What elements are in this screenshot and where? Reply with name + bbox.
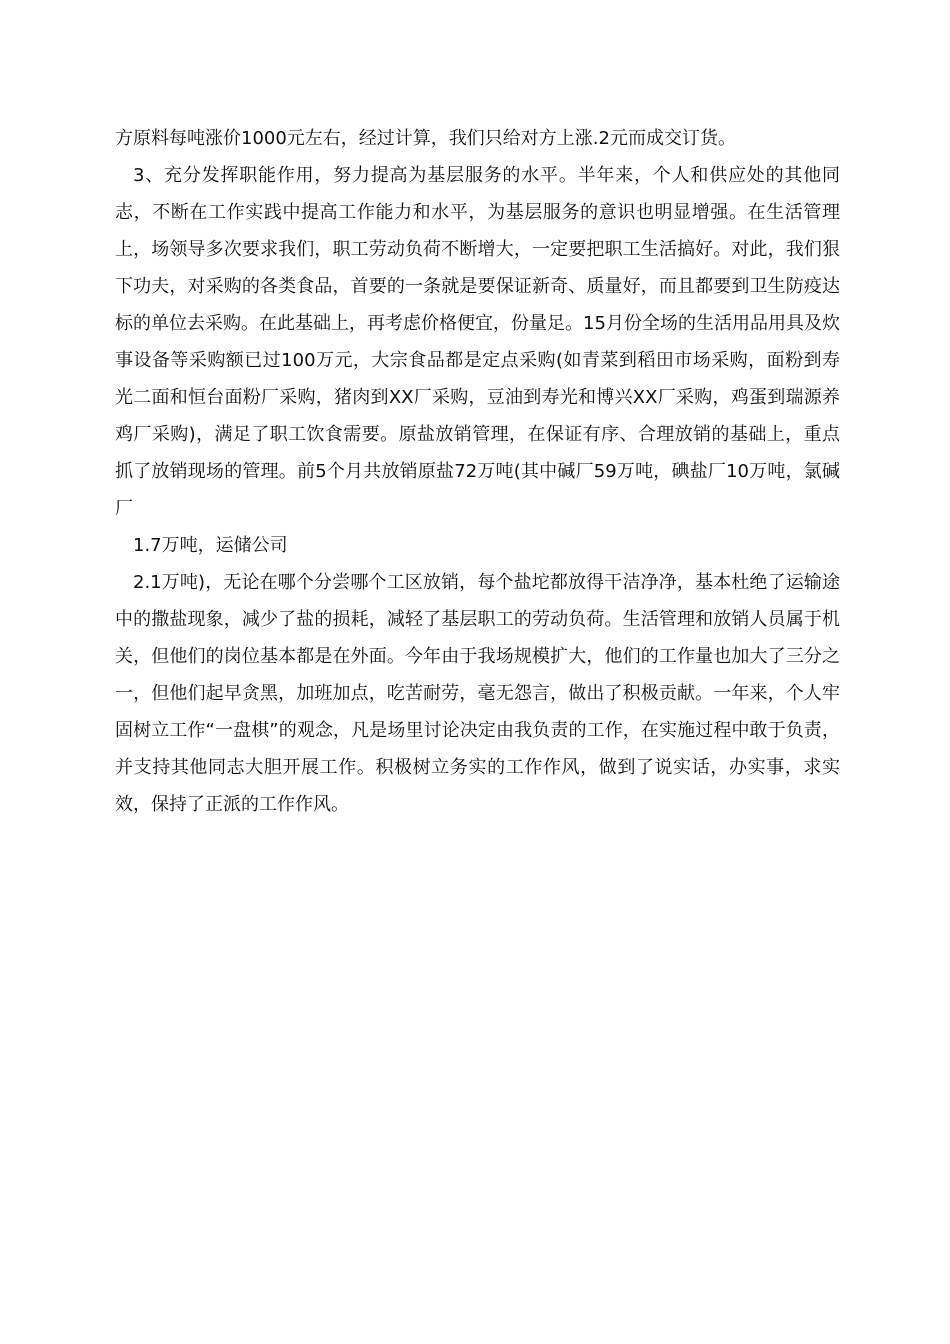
paragraph-fragment: 1.7万吨，运储公司 [133, 535, 288, 556]
paragraph-continuation: 方原料每吨涨价1000元左右，经过计算，我们只给对方上涨.2元而成交订货。 [115, 128, 736, 149]
paragraph-section-3: 3、充分发挥职能作用，努力提高为基层服务的水平。半年来，个人和供应处的其他同志，不断在工作实践中提高工作能力和水平，为基层服务的意识也明显增强。在生活管理上，场领导多次要求我们，职工劳动负荷不断增大，一定要把职工生活搞好。对此，我们狠下功夫，对采购的各类食品，首要的一条就是要保证新奇、质量好，而且都要到卫生防疫达标的单位去采购。在此基础上，再考虑价格便宜，份量足。15月份全场的生活用品用具及炊事设备等采购额已过100万元，大宗食品都是定点采购(如青菜到稻田市场采购，面粉到寿光二面和恒台面粉厂采购，猪肉到XX厂采购，豆油到寿光和博兴XX厂采购，鸡蛋到瑞源养鸡厂采购)，满足了职工饮食需要。原盐放销管理，在保证有序、合理放销的基础上，重点抓了放销现场的管理。前5个月共放销原盐72万吨(其中碱厂59万吨，碘盐厂10万吨，氯碱厂 [115, 165, 840, 519]
document-body [115, 120, 840, 823]
paragraph-conclusion: 2.1万吨)，无论在哪个分尝哪个工区放销，每个盐坨都放得干洁净净，基本杜绝了运输途中的撒盐现象，减少了盐的损耗，减轻了基层职工的劳动负荷。生活管理和放销人员属于机关，但他们的岗位基本都是在外面。今年由于我场规模扩大，他们的工作量也加大了三分之一，但他们起早贪黑，加班加点，吃苦耐劳，毫无怨言，做出了积极贡献。一年来，个人牢固树立工作“一盘棋”的观念，凡是场里讨论决定由我负责的工作，在实施过程中敢于负责，并支持其他同志大胆开展工作。积极树立务实的工作作风，做到了说实话，办实事，求实效，保持了正派的工作作风。 [115, 572, 840, 815]
